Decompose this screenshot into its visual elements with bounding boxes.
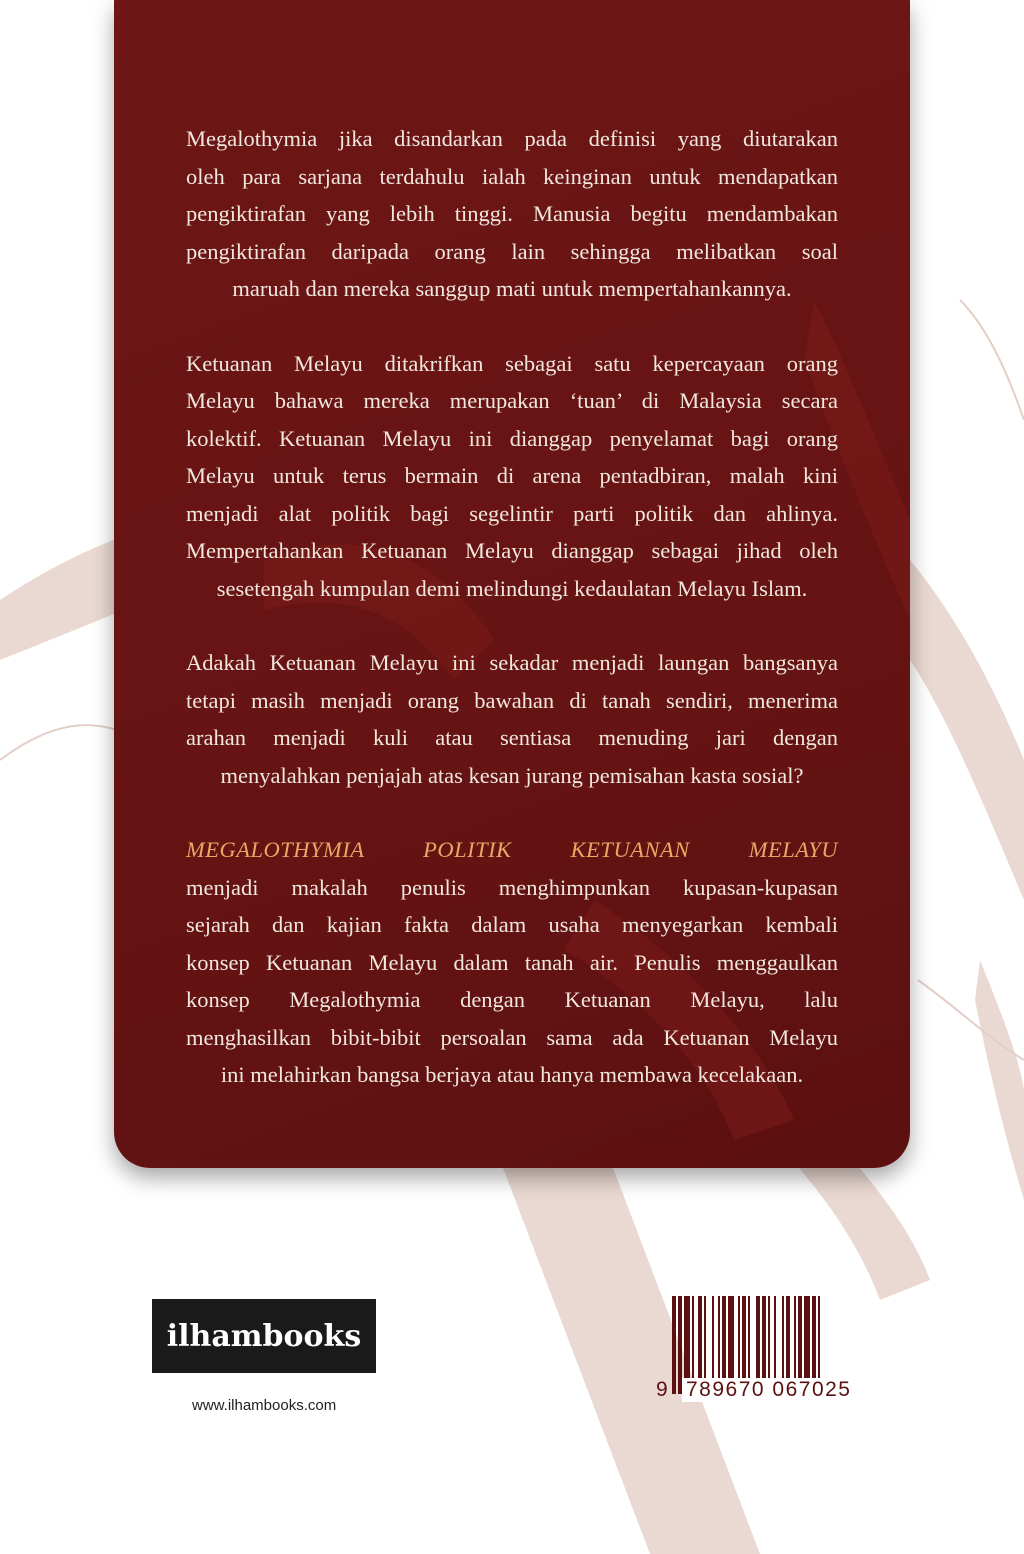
- text-line: maruah dan mereka sanggup mati untuk mempertahankannya.: [232, 276, 792, 301]
- barcode-bar: [798, 1296, 802, 1380]
- text-line: Mempertahankan Ketuanan Melayu dianggap sebagai jihad oleh: [186, 538, 838, 563]
- isbn-digits: 789670 067025: [682, 1378, 876, 1402]
- text-line: Melayu bahawa mereka merupakan ‘tuan’ di Malaysia secara: [186, 388, 838, 413]
- text-line: Melayu untuk terus bermain di arena pentadbiran, malah kini: [186, 463, 838, 488]
- barcode-bar: [698, 1296, 702, 1380]
- text-line: pengiktirafan daripada orang lain sehingga melibatkan soal: [186, 238, 838, 264]
- text-line: menyalahkan penjajah atas kesan jurang pemisahan kasta sosial?: [220, 762, 804, 788]
- text-line: menjadi makalah penulis menghimpunkan kupasan-kupasan: [186, 874, 838, 900]
- blurb-paragraph-1: [186, 120, 838, 308]
- barcode-bar: [742, 1296, 746, 1380]
- barcode-bar: [794, 1296, 796, 1380]
- text-line: ini melahirkan bangsa berjaya atau hanya membawa kecelakaan.: [220, 1062, 804, 1087]
- text-line: Megalothymia jika disandarkan pada definisi yang diutarakan: [186, 126, 838, 151]
- blurb-panel: [114, 0, 910, 1168]
- text-line: konsep Megalothymia dengan Ketuanan Melayu, lalu: [186, 987, 838, 1012]
- barcode-bar: [804, 1296, 810, 1380]
- barcode-bar: [692, 1296, 694, 1380]
- barcode-bar: [812, 1296, 816, 1380]
- publisher-logo: ilhambooks: [152, 1299, 376, 1373]
- book-title-line: MEGALOTHYMIA POLITIK KETUANAN MELAYU: [186, 837, 838, 862]
- isbn-first-digit: 9: [656, 1378, 668, 1401]
- text-line: sesetengah kumpulan demi melindungi kedaulatan Melayu Islam.: [216, 575, 808, 601]
- text-line: tetapi masih menjadi orang bawahan di tanah sendiri, menerima: [186, 687, 838, 713]
- barcode-bar: [728, 1296, 734, 1380]
- publisher-website[interactable]: www.ilhambooks.com: [192, 1397, 337, 1414]
- barcode-bar: [704, 1296, 706, 1380]
- text-line: sejarah dan kajian fakta dalam usaha menyegarkan kembali: [186, 912, 838, 937]
- barcode-bar: [774, 1296, 776, 1380]
- barcode-bar: [786, 1296, 790, 1380]
- barcode-bar: [756, 1296, 760, 1380]
- text-line: arahan menjadi kuli atau sentiasa menuding jari dengan: [186, 725, 838, 750]
- text-line: oleh para sarjana terdahulu ialah keinginan untuk mendapatkan: [186, 163, 838, 189]
- blurb-paragraph-4: [186, 831, 838, 1094]
- barcode-bar: [722, 1296, 726, 1380]
- text-line: konsep Ketuanan Melayu dalam tanah air. Penulis menggaulkan: [186, 949, 838, 975]
- barcode-bar: [684, 1296, 690, 1380]
- text-line: Ketuanan Melayu ditakrifkan sebagai satu kepercayaan orang: [186, 350, 838, 376]
- text-line: menjadi alat politik bagi segelintir parti politik dan ahlinya.: [186, 500, 838, 526]
- blurb-paragraph-2: [186, 345, 838, 608]
- barcode-bar: [712, 1296, 714, 1380]
- text-line: Adakah Ketuanan Melayu ini sekadar menjadi laungan bangsanya: [186, 650, 838, 675]
- barcode-bar: [762, 1296, 766, 1380]
- barcode-bar: [738, 1296, 740, 1380]
- barcode-bar: [672, 1296, 676, 1394]
- blurb-paragraph-3: [186, 644, 838, 794]
- barcode-bar: [768, 1296, 770, 1380]
- barcode-bar: [718, 1296, 720, 1380]
- text-line: menghasilkan bibit-bibit persoalan sama ada Ketuanan Melayu: [186, 1024, 838, 1050]
- text-line: pengiktirafan yang lebih tinggi. Manusia begitu mendambakan: [186, 201, 838, 226]
- barcode-bar: [782, 1296, 784, 1380]
- text-line: kolektif. Ketuanan Melayu ini dianggap penyelamat bagi orang: [186, 425, 838, 451]
